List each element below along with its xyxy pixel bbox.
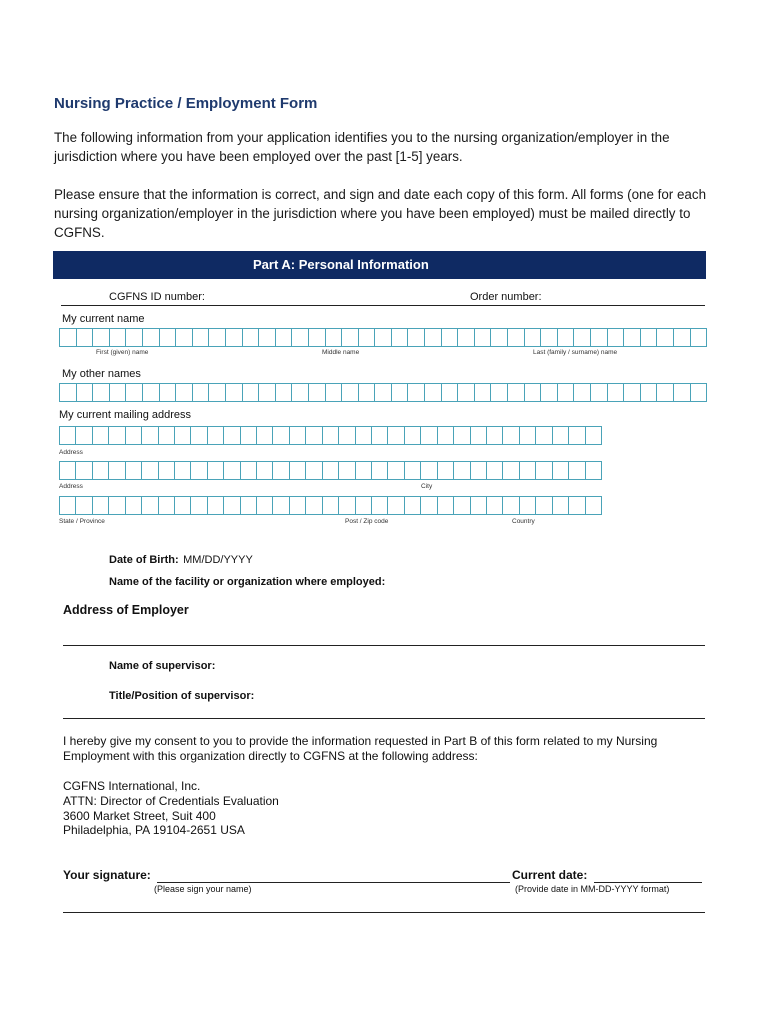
character-box[interactable] bbox=[306, 497, 322, 514]
cgfns-address-line-3: 3600 Market Street, Suit 400 bbox=[63, 809, 216, 823]
character-box[interactable] bbox=[356, 462, 372, 479]
address-boxes-2[interactable] bbox=[59, 461, 602, 480]
intro-paragraph-2: Please ensure that the information is correct, and sign and date each copy of this form. All forms (one for each nursing organization/employer in the jurisdiction where you have been employed) must be mailed directly to CGFNS. bbox=[54, 187, 707, 240]
character-box[interactable] bbox=[624, 329, 641, 346]
character-box[interactable] bbox=[224, 427, 240, 444]
character-box[interactable] bbox=[657, 329, 674, 346]
current-date-line[interactable] bbox=[594, 882, 702, 883]
last-name-caption: Last (family / surname) name bbox=[533, 349, 618, 356]
character-box[interactable] bbox=[553, 497, 569, 514]
character-box[interactable] bbox=[175, 427, 191, 444]
dob-format: MM/DD/YYYY bbox=[183, 554, 253, 566]
character-box[interactable] bbox=[276, 384, 293, 401]
character-box[interactable] bbox=[243, 329, 260, 346]
character-box[interactable] bbox=[226, 384, 243, 401]
character-box[interactable] bbox=[243, 384, 260, 401]
character-box[interactable] bbox=[159, 462, 175, 479]
character-box[interactable] bbox=[110, 329, 127, 346]
character-box[interactable] bbox=[176, 329, 193, 346]
character-box[interactable] bbox=[175, 497, 191, 514]
character-box[interactable] bbox=[372, 427, 388, 444]
character-box[interactable] bbox=[438, 497, 454, 514]
character-box[interactable] bbox=[290, 427, 306, 444]
character-box[interactable] bbox=[175, 462, 191, 479]
character-box[interactable] bbox=[306, 462, 322, 479]
character-box[interactable] bbox=[126, 497, 142, 514]
character-box[interactable] bbox=[126, 384, 143, 401]
supervisor-line bbox=[63, 718, 705, 719]
character-box[interactable] bbox=[259, 329, 276, 346]
character-box[interactable] bbox=[142, 427, 158, 444]
bottom-line bbox=[63, 912, 705, 913]
character-box[interactable] bbox=[126, 462, 142, 479]
character-box[interactable] bbox=[93, 427, 109, 444]
middle-name-caption: Middle name bbox=[322, 349, 360, 356]
character-box[interactable] bbox=[126, 329, 143, 346]
character-box[interactable] bbox=[241, 427, 257, 444]
character-box[interactable] bbox=[503, 462, 519, 479]
character-box[interactable] bbox=[273, 462, 289, 479]
consent-text: I hereby give my consent to you to provide the information requested in Part B of this form related to my Nursing Employment with this organization directly to CGFNS at the following address: bbox=[63, 734, 658, 763]
character-box[interactable] bbox=[442, 329, 459, 346]
facility-label: Name of the facility or organization where employed: bbox=[109, 576, 386, 588]
character-box[interactable] bbox=[209, 329, 226, 346]
character-box[interactable] bbox=[142, 497, 158, 514]
character-box[interactable] bbox=[290, 497, 306, 514]
dob-label: Date of Birth: bbox=[109, 554, 179, 566]
character-box[interactable] bbox=[674, 329, 691, 346]
character-box[interactable] bbox=[388, 462, 404, 479]
character-box[interactable] bbox=[93, 384, 110, 401]
character-box[interactable] bbox=[208, 497, 224, 514]
character-box[interactable] bbox=[569, 462, 585, 479]
character-box[interactable] bbox=[558, 384, 575, 401]
character-box[interactable] bbox=[356, 497, 372, 514]
character-box[interactable] bbox=[541, 384, 558, 401]
current-name-boxes[interactable] bbox=[59, 328, 707, 347]
character-box[interactable] bbox=[454, 462, 470, 479]
state-caption: State / Province bbox=[59, 518, 105, 525]
character-box[interactable] bbox=[326, 384, 343, 401]
character-box[interactable] bbox=[425, 384, 442, 401]
character-box[interactable] bbox=[323, 462, 339, 479]
country-caption: Country bbox=[512, 518, 535, 525]
character-box[interactable] bbox=[257, 497, 273, 514]
part-a-heading: Part A: Personal Information bbox=[253, 257, 429, 272]
character-box[interactable] bbox=[408, 384, 425, 401]
character-box[interactable] bbox=[553, 427, 569, 444]
character-box[interactable] bbox=[392, 329, 409, 346]
other-names-boxes[interactable] bbox=[59, 383, 707, 402]
character-box[interactable] bbox=[143, 329, 160, 346]
character-box[interactable] bbox=[691, 329, 707, 346]
character-box[interactable] bbox=[438, 462, 454, 479]
character-box[interactable] bbox=[323, 497, 339, 514]
character-box[interactable] bbox=[425, 329, 442, 346]
character-box[interactable] bbox=[608, 384, 625, 401]
character-box[interactable] bbox=[241, 462, 257, 479]
character-box[interactable] bbox=[408, 329, 425, 346]
character-box[interactable] bbox=[259, 384, 276, 401]
character-box[interactable] bbox=[143, 384, 160, 401]
character-box[interactable] bbox=[193, 384, 210, 401]
character-box[interactable] bbox=[306, 427, 322, 444]
character-box[interactable] bbox=[691, 384, 707, 401]
id-row-line bbox=[61, 305, 705, 306]
character-box[interactable] bbox=[93, 329, 110, 346]
character-box[interactable] bbox=[558, 329, 575, 346]
character-box[interactable] bbox=[586, 462, 601, 479]
character-box[interactable] bbox=[536, 497, 552, 514]
character-box[interactable] bbox=[541, 329, 558, 346]
character-box[interactable] bbox=[193, 329, 210, 346]
current-date-label: Current date: bbox=[512, 868, 588, 882]
character-box[interactable] bbox=[375, 384, 392, 401]
character-box[interactable] bbox=[339, 462, 355, 479]
character-box[interactable] bbox=[520, 497, 536, 514]
character-box[interactable] bbox=[191, 427, 207, 444]
character-box[interactable] bbox=[458, 329, 475, 346]
character-box[interactable] bbox=[209, 384, 226, 401]
character-box[interactable] bbox=[503, 427, 519, 444]
signature-line[interactable] bbox=[157, 882, 510, 883]
character-box[interactable] bbox=[569, 427, 585, 444]
character-box[interactable] bbox=[226, 329, 243, 346]
character-box[interactable] bbox=[536, 462, 552, 479]
character-box[interactable] bbox=[392, 384, 409, 401]
character-box[interactable] bbox=[191, 497, 207, 514]
character-box[interactable] bbox=[241, 497, 257, 514]
character-box[interactable] bbox=[574, 329, 591, 346]
character-box[interactable] bbox=[525, 384, 542, 401]
cgfns-id-label: CGFNS ID number: bbox=[109, 291, 205, 303]
character-box[interactable] bbox=[388, 427, 404, 444]
state-postcode-country-boxes[interactable] bbox=[59, 496, 602, 515]
character-box[interactable] bbox=[657, 384, 674, 401]
character-box[interactable] bbox=[109, 427, 125, 444]
character-box[interactable] bbox=[208, 462, 224, 479]
character-box[interactable] bbox=[487, 462, 503, 479]
form-title: Nursing Practice / Employment Form bbox=[54, 95, 318, 112]
character-box[interactable] bbox=[160, 329, 177, 346]
character-box[interactable] bbox=[388, 497, 404, 514]
character-box[interactable] bbox=[208, 427, 224, 444]
character-box[interactable] bbox=[421, 497, 437, 514]
character-box[interactable] bbox=[520, 427, 536, 444]
character-box[interactable] bbox=[421, 427, 437, 444]
character-box[interactable] bbox=[323, 427, 339, 444]
character-box[interactable] bbox=[491, 384, 508, 401]
character-box[interactable] bbox=[508, 329, 525, 346]
first-name-caption: First (given) name bbox=[96, 349, 149, 356]
character-box[interactable] bbox=[60, 329, 77, 346]
character-box[interactable] bbox=[359, 329, 376, 346]
character-box[interactable] bbox=[536, 427, 552, 444]
character-box[interactable] bbox=[458, 384, 475, 401]
character-box[interactable] bbox=[421, 462, 437, 479]
character-box[interactable] bbox=[553, 462, 569, 479]
other-names-label: My other names bbox=[62, 368, 141, 380]
character-box[interactable] bbox=[641, 384, 658, 401]
character-box[interactable] bbox=[290, 462, 306, 479]
character-box[interactable] bbox=[60, 427, 76, 444]
signature-label: Your signature: bbox=[63, 868, 151, 882]
character-box[interactable] bbox=[375, 329, 392, 346]
character-box[interactable] bbox=[126, 427, 142, 444]
character-box[interactable] bbox=[76, 497, 92, 514]
employer-address-label: Address of Employer bbox=[63, 603, 189, 617]
character-box[interactable] bbox=[60, 462, 76, 479]
character-box[interactable] bbox=[569, 497, 585, 514]
character-box[interactable] bbox=[405, 497, 421, 514]
character-box[interactable] bbox=[591, 329, 608, 346]
character-box[interactable] bbox=[191, 462, 207, 479]
employer-address-line bbox=[63, 645, 705, 646]
character-box[interactable] bbox=[176, 384, 193, 401]
character-box[interactable] bbox=[586, 497, 601, 514]
character-box[interactable] bbox=[491, 329, 508, 346]
character-box[interactable] bbox=[525, 329, 542, 346]
character-box[interactable] bbox=[110, 384, 127, 401]
character-box[interactable] bbox=[586, 427, 601, 444]
character-box[interactable] bbox=[503, 497, 519, 514]
character-box[interactable] bbox=[93, 497, 109, 514]
character-box[interactable] bbox=[487, 497, 503, 514]
dob-row bbox=[109, 550, 253, 568]
character-box[interactable] bbox=[60, 384, 77, 401]
character-box[interactable] bbox=[160, 384, 177, 401]
order-number-label: Order number: bbox=[470, 291, 542, 303]
cgfns-address-line-4: Philadelphia, PA 19104-2651 USA bbox=[63, 823, 245, 837]
character-box[interactable] bbox=[624, 384, 641, 401]
city-caption: City bbox=[421, 483, 433, 490]
supervisor-name-label: Name of supervisor: bbox=[109, 660, 216, 672]
character-box[interactable] bbox=[224, 462, 240, 479]
character-box[interactable] bbox=[292, 329, 309, 346]
character-box[interactable] bbox=[326, 329, 343, 346]
character-box[interactable] bbox=[77, 384, 94, 401]
character-box[interactable] bbox=[475, 329, 492, 346]
character-box[interactable] bbox=[224, 497, 240, 514]
character-box[interactable] bbox=[591, 384, 608, 401]
character-box[interactable] bbox=[608, 329, 625, 346]
character-box[interactable] bbox=[405, 462, 421, 479]
character-box[interactable] bbox=[442, 384, 459, 401]
character-box[interactable] bbox=[520, 462, 536, 479]
character-box[interactable] bbox=[273, 427, 289, 444]
character-box[interactable] bbox=[372, 462, 388, 479]
character-box[interactable] bbox=[273, 497, 289, 514]
character-box[interactable] bbox=[76, 427, 92, 444]
address-caption-1: Address bbox=[59, 449, 83, 456]
cgfns-address-line-2: ATTN: Director of Credentials Evaluation bbox=[63, 794, 279, 808]
address-boxes-1[interactable] bbox=[59, 426, 602, 445]
character-box[interactable] bbox=[487, 427, 503, 444]
character-box[interactable] bbox=[60, 497, 76, 514]
character-box[interactable] bbox=[359, 384, 376, 401]
current-name-label: My current name bbox=[62, 313, 145, 325]
character-box[interactable] bbox=[342, 329, 359, 346]
character-box[interactable] bbox=[641, 329, 658, 346]
character-box[interactable] bbox=[372, 497, 388, 514]
mailing-address-label: My current mailing address bbox=[59, 409, 192, 421]
character-box[interactable] bbox=[508, 384, 525, 401]
character-box[interactable] bbox=[309, 384, 326, 401]
character-box[interactable] bbox=[342, 384, 359, 401]
character-box[interactable] bbox=[339, 427, 355, 444]
character-box[interactable] bbox=[109, 462, 125, 479]
character-box[interactable] bbox=[257, 427, 273, 444]
character-box[interactable] bbox=[93, 462, 109, 479]
character-box[interactable] bbox=[438, 427, 454, 444]
character-box[interactable] bbox=[471, 497, 487, 514]
character-box[interactable] bbox=[454, 427, 470, 444]
character-box[interactable] bbox=[356, 427, 372, 444]
character-box[interactable] bbox=[454, 497, 470, 514]
character-box[interactable] bbox=[574, 384, 591, 401]
character-box[interactable] bbox=[405, 427, 421, 444]
character-box[interactable] bbox=[142, 462, 158, 479]
character-box[interactable] bbox=[109, 497, 125, 514]
postcode-caption: Post / Zip code bbox=[345, 518, 389, 525]
character-box[interactable] bbox=[309, 329, 326, 346]
address-caption-2: Address bbox=[59, 483, 83, 490]
character-box[interactable] bbox=[674, 384, 691, 401]
character-box[interactable] bbox=[276, 329, 293, 346]
character-box[interactable] bbox=[257, 462, 273, 479]
character-box[interactable] bbox=[77, 329, 94, 346]
character-box[interactable] bbox=[292, 384, 309, 401]
supervisor-title-label: Title/Position of supervisor: bbox=[109, 690, 255, 702]
signature-hint: (Please sign your name) bbox=[154, 884, 252, 894]
character-box[interactable] bbox=[159, 427, 175, 444]
character-box[interactable] bbox=[339, 497, 355, 514]
character-box[interactable] bbox=[471, 427, 487, 444]
character-box[interactable] bbox=[76, 462, 92, 479]
intro-paragraph-1: The following information from your application identifies you to the nursing organization/employer in the jurisdiction where you have been employed over the past [1-5] years. bbox=[54, 130, 670, 164]
character-box[interactable] bbox=[475, 384, 492, 401]
cgfns-address-line-1: CGFNS International, Inc. bbox=[63, 779, 201, 793]
character-box[interactable] bbox=[471, 462, 487, 479]
part-a-header-band bbox=[53, 251, 706, 279]
date-hint: (Provide date in MM-DD-YYYY format) bbox=[515, 884, 670, 894]
character-box[interactable] bbox=[159, 497, 175, 514]
